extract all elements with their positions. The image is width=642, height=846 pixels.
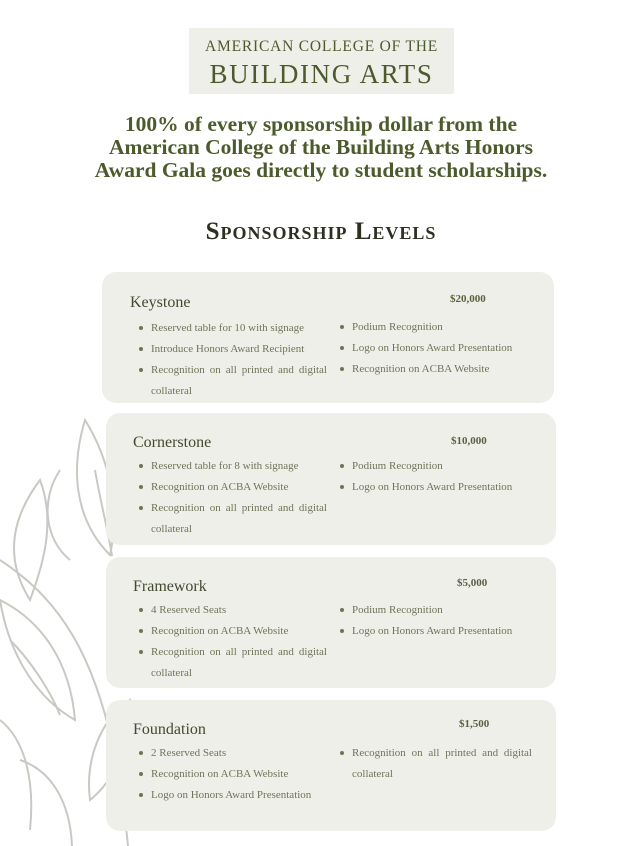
level-name: Cornerstone (133, 434, 212, 451)
benefit-item: Recognition on ACBA Website (135, 477, 327, 498)
benefits-right (336, 317, 536, 380)
benefit-item: Recognition on all printed and digital collateral (135, 642, 327, 684)
benefit-item: Recognition on all printed and digital collateral (135, 498, 327, 540)
sponsorship-card-keystone (102, 272, 554, 403)
benefits-left (135, 456, 327, 540)
benefit-item: Recognition on all printed and digital collateral (135, 360, 327, 402)
section-title: Sponsorship Levels (205, 218, 437, 245)
benefit-item: Introduce Honors Award Recipient (135, 339, 327, 360)
benefit-item: 4 Reserved Seats (135, 600, 327, 621)
benefit-item: Recognition on all printed and digital collateral (336, 743, 532, 785)
benefits-right (336, 600, 536, 642)
benefit-item: Recognition on ACBA Website (336, 359, 536, 380)
level-price: $20,000 (450, 293, 486, 305)
benefit-item: Reserved table for 8 with signage (135, 456, 327, 477)
level-price: $1,500 (459, 718, 490, 730)
benefit-item: 2 Reserved Seats (135, 743, 327, 764)
benefit-item: Logo on Honors Award Presentation (336, 621, 536, 642)
benefit-item: Recognition on ACBA Website (135, 764, 327, 785)
sponsorship-card-cornerstone (106, 413, 556, 545)
benefit-item: Recognition on ACBA Website (135, 621, 327, 642)
sponsorship-card-foundation (106, 700, 556, 831)
benefit-item: Podium Recognition (336, 456, 536, 477)
benefits-left (135, 743, 327, 806)
logo-line-2: BUILDING ARTS (209, 59, 434, 89)
benefit-item: Podium Recognition (336, 600, 536, 621)
college-logo (189, 28, 454, 94)
benefits-right (336, 456, 536, 498)
benefits-left (135, 600, 327, 684)
benefits-right (336, 743, 532, 785)
level-name: Framework (133, 578, 207, 595)
logo-line-1: AMERICAN COLLEGE OF THE (205, 38, 438, 55)
tagline: 100% of every sponsorship dollar from the American College of the Building Arts Honors Award Gala goes directly to student scholarships. (94, 112, 548, 182)
level-name: Foundation (133, 721, 206, 738)
sponsorship-card-framework (106, 557, 556, 688)
level-price: $10,000 (451, 435, 487, 447)
benefit-item: Reserved table for 10 with signage (135, 318, 327, 339)
benefit-item: Logo on Honors Award Presentation (336, 338, 536, 359)
benefit-item: Logo on Honors Award Presentation (336, 477, 536, 498)
benefit-item: Logo on Honors Award Presentation (135, 785, 327, 806)
benefits-left (135, 318, 327, 402)
level-name: Keystone (130, 294, 191, 311)
benefit-item: Podium Recognition (336, 317, 536, 338)
level-price: $5,000 (457, 577, 488, 589)
